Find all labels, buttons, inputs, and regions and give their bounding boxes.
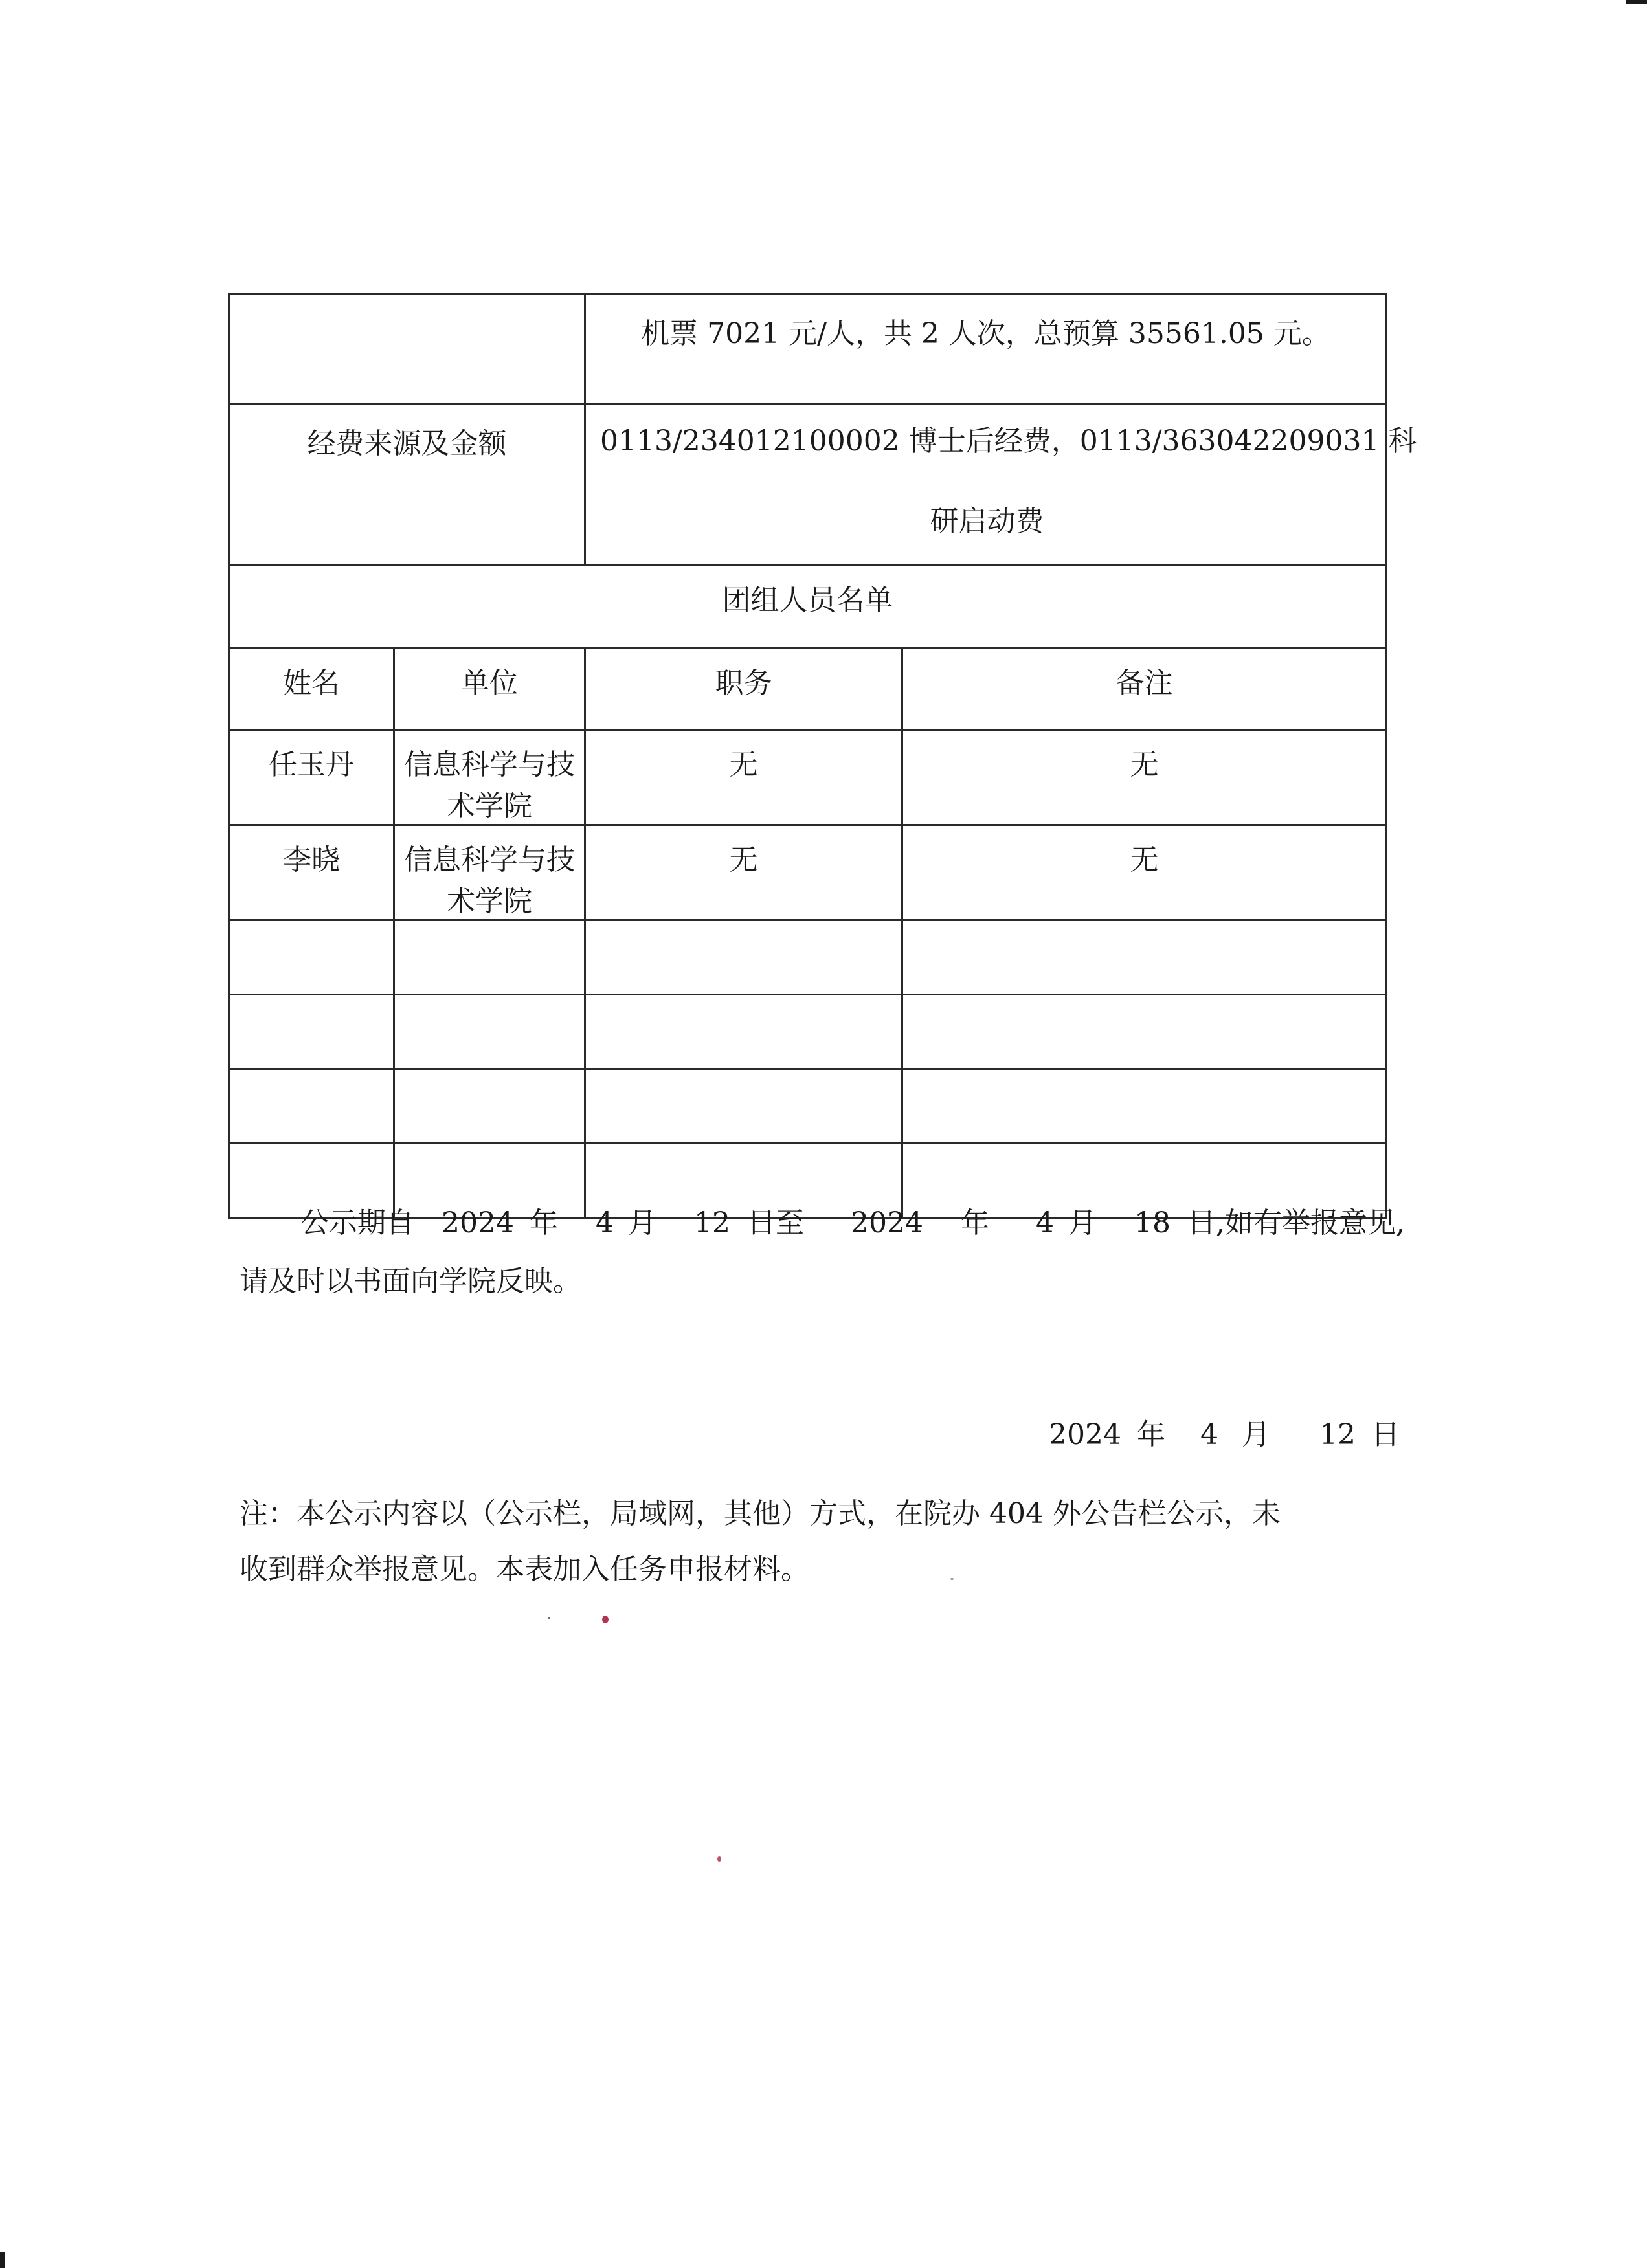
member-position: 无 <box>585 825 902 920</box>
notice-prefix: 公示期自 <box>300 1206 414 1240</box>
funding-value-line-2: 研启动费 <box>930 505 1044 538</box>
empty-cell <box>394 920 585 995</box>
member-unit: 信息科学与技术学院 <box>394 730 585 825</box>
signature-date <box>1049 1411 1400 1452</box>
empty-row <box>229 1069 1387 1144</box>
empty-cell <box>585 995 902 1069</box>
empty-cell <box>229 1069 394 1144</box>
notice-day-to: 日至 <box>746 1206 804 1240</box>
header-remark: 备注 <box>902 649 1387 730</box>
date-day-char: 日 <box>1371 1418 1400 1451</box>
table-row <box>229 825 1387 920</box>
empty-cell <box>229 995 394 1069</box>
scan-corner-mark <box>1626 0 1647 4</box>
budget-value-cell: 机票 7021 元/人，共 2 人次，总预算 35561.05 元。 <box>585 294 1387 404</box>
notice-end-year: 2024 <box>850 1206 923 1240</box>
roster-header-row <box>229 649 1387 730</box>
scan-speck <box>548 1617 550 1619</box>
funding-value <box>585 404 1417 566</box>
note-paragraph <box>240 1486 1372 1597</box>
member-position: 无 <box>585 730 902 825</box>
notice-suffix: 日,如有举报意见, <box>1187 1206 1405 1240</box>
empty-row <box>229 995 1387 1069</box>
notice-end-month: 4 <box>1035 1206 1054 1240</box>
scan-speck <box>717 1856 721 1862</box>
roster-title-row <box>229 566 1387 649</box>
notice-paragraph <box>240 1188 1405 1317</box>
member-remark: 无 <box>902 730 1387 825</box>
date-month-char: 月 <box>1241 1418 1270 1451</box>
scan-speck <box>602 1616 609 1623</box>
empty-cell <box>902 1069 1387 1144</box>
notice-start-year: 2024 <box>442 1206 514 1240</box>
date-month: 4 <box>1200 1418 1218 1451</box>
empty-cell <box>902 920 1387 995</box>
funding-value-line-1: 0113/234012100002 博士后经费，0113/363042209031 科 <box>600 425 1417 458</box>
table-row <box>229 730 1387 825</box>
notice-end-year-char: 年 <box>960 1206 989 1240</box>
budget-label-cell <box>229 294 585 404</box>
empty-cell <box>229 920 394 995</box>
member-unit: 信息科学与技术学院 <box>394 825 585 920</box>
notice-start-month: 4 <box>595 1206 614 1240</box>
funding-row <box>229 404 1387 566</box>
roster-title: 团组人员名单 <box>229 566 1387 649</box>
application-table <box>228 293 1417 1219</box>
notice-line-2: 请及时以书面向学院反映。 <box>240 1265 581 1298</box>
header-position: 职务 <box>585 649 902 730</box>
date-year-char: 年 <box>1136 1418 1165 1451</box>
scan-speck <box>950 1578 954 1580</box>
notice-end-month-char: 月 <box>1068 1206 1097 1240</box>
header-unit: 单位 <box>394 649 585 730</box>
note-line-1: 注：本公示内容以（公示栏，局域网，其他）方式，在院办 404 外公告栏公示，未 <box>240 1497 1281 1530</box>
scan-corner-mark <box>0 2252 5 2268</box>
empty-cell <box>585 1069 902 1144</box>
header-name: 姓名 <box>229 649 394 730</box>
member-remark: 无 <box>902 825 1387 920</box>
empty-cell <box>394 1069 585 1144</box>
member-name: 任玉丹 <box>229 730 394 825</box>
empty-row <box>229 920 1387 995</box>
note-line-2: 收到群众举报意见。本表加入任务申报材料。 <box>240 1553 809 1586</box>
empty-cell <box>394 995 585 1069</box>
budget-row <box>229 294 1387 404</box>
date-day: 12 <box>1319 1418 1356 1451</box>
member-name: 李晓 <box>229 825 394 920</box>
notice-year-char: 年 <box>529 1206 558 1240</box>
funding-label: 经费来源及金额 <box>229 404 585 566</box>
empty-cell <box>585 920 902 995</box>
notice-end-day: 18 <box>1134 1206 1171 1240</box>
date-year: 2024 <box>1049 1418 1121 1451</box>
empty-cell <box>902 995 1387 1069</box>
notice-start-day: 12 <box>693 1206 730 1240</box>
notice-month-char: 月 <box>627 1206 656 1240</box>
